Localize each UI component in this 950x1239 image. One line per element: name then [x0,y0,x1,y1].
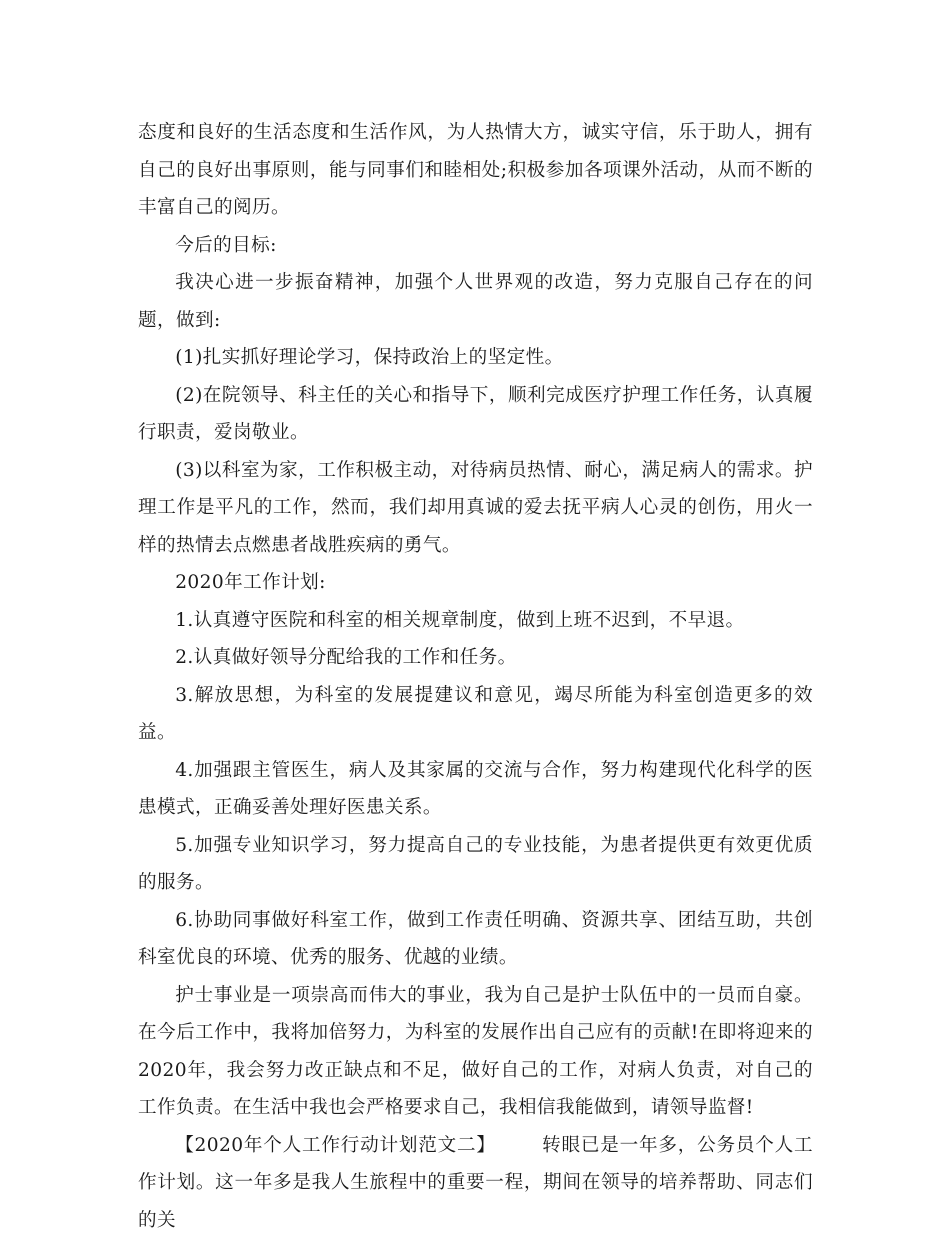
paragraph-personal-conduct: 态度和良好的生活态度和生活作风，为人热情大方，诚实守信，乐于助人，拥有自己的良好出事原则，能与同事们和睦相处;积极参加各项课外活动，从而不断的丰富自己的阅历。 [138,114,813,227]
document-body [138,114,813,1239]
plan-item-5: 5.加强专业知识学习，努力提高自己的专业技能，为患者提供更有效更优质的服务。 [138,827,813,902]
paragraph-resolution: 我决心进一步振奋精神，加强个人世界观的改造，努力克服自己存在的问题，做到: [138,264,813,339]
heading-work-plan: 2020年工作计划: [138,564,813,602]
heading-future-goals: 今后的目标: [138,227,813,265]
plan-item-6: 6.协助同事做好科室工作，做到工作责任明确、资源共享、团结互助，共创科室优良的环境、优秀的服务、优越的业绩。 [138,902,813,977]
paragraph-sample-two [138,1127,813,1239]
plan-item-1: 1.认真遵守医院和科室的相关规章制度，做到上班不迟到，不早退。 [138,602,813,640]
sample-two-heading: 【2020年个人工作行动计划范文二】 [175,1135,496,1156]
plan-item-2: 2.认真做好领导分配给我的工作和任务。 [138,639,813,677]
goal-item-2: (2)在院领导、科主任的关心和指导下，顺利完成医疗护理工作任务，认真履行职责，爱岗敬业。 [138,377,813,452]
paragraph-closing: 护士事业是一项崇高而伟大的事业，我为自己是护士队伍中的一员而自豪。在今后工作中，我将加倍努力，为科室的发展作出自己应有的贡献!在即将迎来的2020年，我会努力改正缺点和不足，做好自己的工作，对病人负责，对自己的工作负责。在生活中我也会严格要求自己，我相信我能做到，请领导监督! [138,977,813,1127]
plan-item-4: 4.加强跟主管医生，病人及其家属的交流与合作，努力构建现代化科学的医患模式，正确妥善处理好医患关系。 [138,752,813,827]
plan-item-3: 3.解放思想，为科室的发展提建议和意见，竭尽所能为科室创造更多的效益。 [138,677,813,752]
goal-item-3: (3)以科室为家，工作积极主动，对待病员热情、耐心，满足病人的需求。护理工作是平凡的工作，然而，我们却用真诚的爱去抚平病人心灵的创伤，用火一样的热情去点燃患者战胜疾病的勇气。 [138,452,813,565]
goal-item-1: (1)扎实抓好理论学习，保持政治上的坚定性。 [138,339,813,377]
sample-two-text: 转眼已是一年多，公务员个人工作计划。这一年多是我人生旅程中的重要一程，期间在领导的培养帮助、同志们的关 [138,1135,813,1231]
